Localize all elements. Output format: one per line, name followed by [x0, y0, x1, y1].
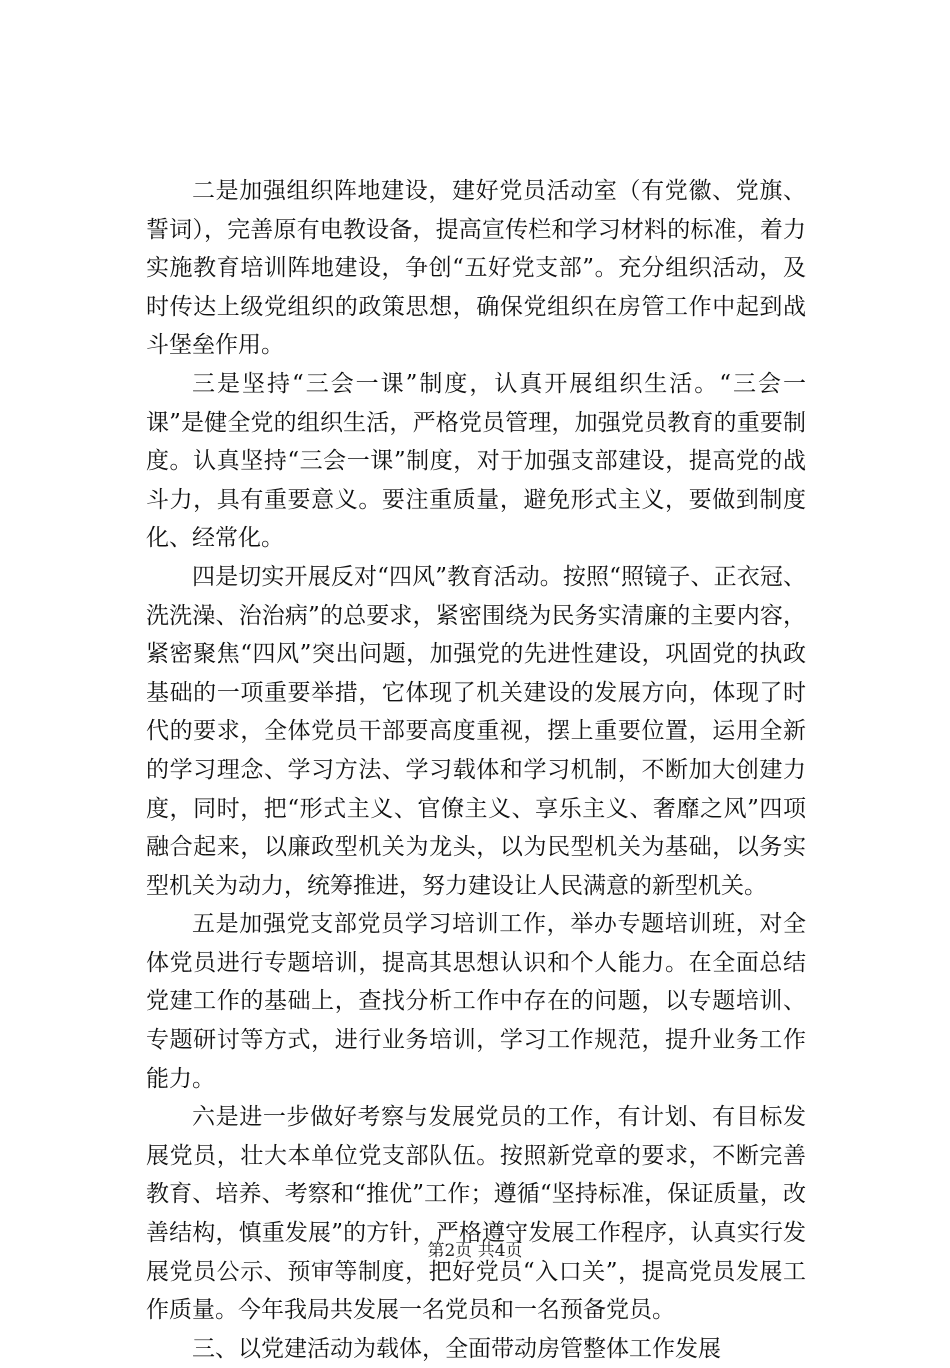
- section-heading: 三、以党建活动为载体，全面带动房管整体工作发展: [192, 1335, 721, 1362]
- page-footer: 第2页 共4页: [427, 1241, 523, 1261]
- paragraph-four-winds: 四是切实开展反对“四风”教育活动。按照“照镜子、正衣冠、洗洗澡、治治病”的总要求，紧密围绕为民务实清廉的主要内容，紧密聚焦“四风”突出问题，加强党的先进性建设，巩固党的执政基础的一项重要举措，它体现了机关建设的发展方向，体现了时代的要求，全体党员干部要高度重视，摆上重要位置，运用全新的学习理念、学习方法、学习载体和学习机制，不断加大创建力度，同时，把“形式主义、官僚主义、享乐主义、奢靡之风”四项融合起来，以廉政型机关为龙头，以为民型机关为基础，以务实型机关为动力，统筹推进，努力建设让人民满意的新型机关。: [146, 563, 806, 899]
- paragraph-organization-base: 二是加强组织阵地建设，建好党员活动室（有党徽、党旗、誓词），完善原有电教设备，提高宣传栏和学习材料的标准，着力实施教育培训阵地建设，争创“五好党支部”。充分组织活动，及时传达上级党组织的政策思想，确保党组织在房管工作中起到战斗堡垒作用。: [146, 178, 806, 359]
- paragraph-three-meetings-one-lesson: 三是坚持“三会一课”制度，认真开展组织生活。“三会一课”是健全党的组织生活，严格党员管理，加强党员教育的重要制度。认真坚持“三会一课”制度，对于加强支部建设，提高党的战斗力，具有重要意义。要注重质量，避免形式主义，要做到制度化、经常化。: [146, 370, 806, 552]
- paragraph-member-development: 六是进一步做好考察与发展党员的工作，有计划、有目标发展党员，壮大本单位党支部队伍。按照新党章的要求，不断完善教育、培养、考察和“推优”工作；遵循“坚持标准，保证质量，改善结构，慎重发展”的方针，严格遵守发展工作程序，认真实行发展党员公示、预审等制度，把好党员“入口关”，提高党员发展工作质量。今年我局共发展一名党员和一名预备党员。: [146, 1104, 806, 1324]
- document-body: [146, 172, 806, 1368]
- paragraph-training: 五是加强党支部党员学习培训工作，举办专题培训班，对全体党员进行专题培训，提高其思想认识和个人能力。在全面总结党建工作的基础上，查找分析工作中存在的问题，以专题培训、专题研讨等方式，进行业务培训，学习工作规范，提升业务工作能力。: [146, 911, 806, 1092]
